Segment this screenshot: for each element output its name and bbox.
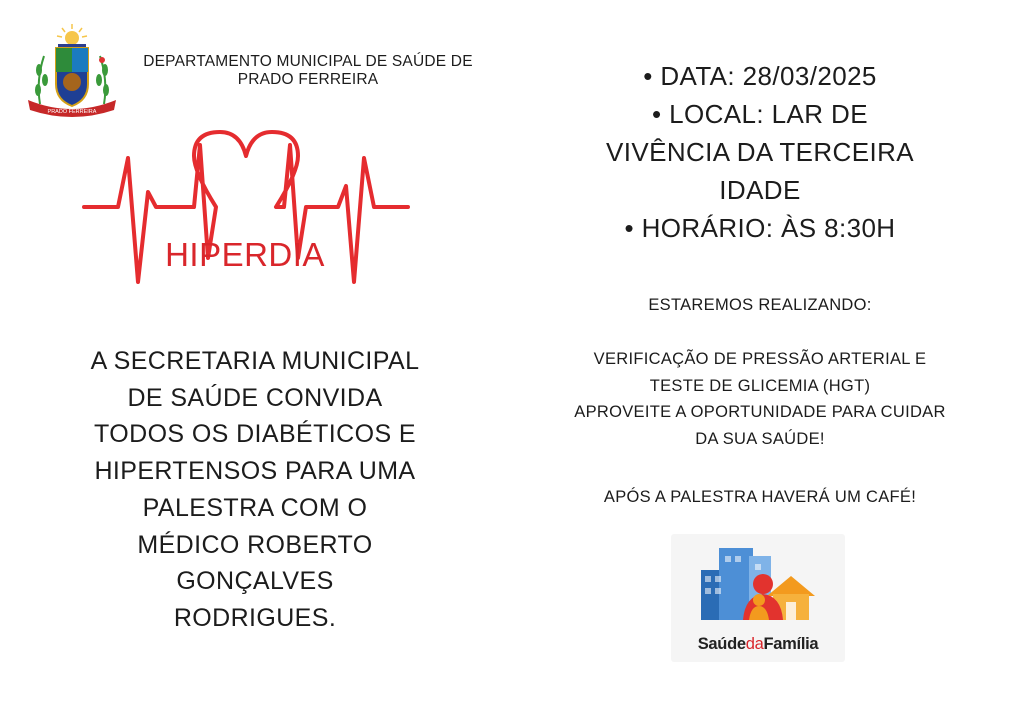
department-line-1: DEPARTAMENTO MUNICIPAL DE SAÚDE DE <box>143 53 473 70</box>
family-house-icon <box>671 534 845 634</box>
crest-ribbon-text: PRADO FERREIRA <box>47 109 97 115</box>
activities-list <box>545 346 975 452</box>
activity-line: APROVEITE A OPORTUNIDADE PARA CUIDAR <box>574 403 946 421</box>
wordmark-familia: Família <box>763 635 819 653</box>
activity-line: TESTE DE GLICEMIA (HGT) <box>649 376 871 395</box>
municipal-crest-logo <box>22 20 122 120</box>
event-details <box>590 57 930 247</box>
saude-da-familia-logo <box>671 534 845 662</box>
invitation-line: RODRIGUES. <box>173 603 337 632</box>
coffee-plant-left-icon <box>35 56 48 104</box>
department-line-2: PRADO FERREIRA <box>237 71 379 88</box>
invitation-line: MÉDICO ROBERTO <box>137 530 373 559</box>
invitation-line: HIPERTENSOS PARA UMA <box>94 457 416 486</box>
invitation-line: GONÇALVES <box>176 567 334 596</box>
activity-line: DA SUA SAÚDE! <box>695 429 825 448</box>
wordmark-saude: Saúde <box>697 635 746 653</box>
hiperdia-heartbeat-logo <box>82 120 412 290</box>
detail-location-cont: VIVÊNCIA DA TERCEIRA <box>605 137 915 167</box>
department-header <box>120 53 496 89</box>
event-title: HIPERDIA <box>165 236 325 273</box>
detail-location-cont: IDADE <box>719 175 801 205</box>
invitation-line: A SECRETARIA MUNICIPAL <box>90 347 420 375</box>
activities-heading: ESTAREMOS REALIZANDO: <box>648 296 872 314</box>
coffee-note: APÓS A PALESTRA HAVERÁ UM CAFÉ! <box>603 488 917 506</box>
invitation-line: TODOS OS DIABÉTICOS E <box>94 420 416 449</box>
detail-date: • DATA: 28/03/2025 <box>643 61 877 91</box>
invitation-line: DE SAÚDE CONVIDA <box>127 383 383 412</box>
sun-icon <box>57 24 87 45</box>
wordmark-da: da <box>745 635 764 653</box>
invitation-line: PALESTRA COM O <box>142 493 368 522</box>
detail-location: • LOCAL: LAR DE <box>652 99 868 129</box>
corn-plant-right-icon <box>96 56 109 104</box>
activity-line: VERIFICAÇÃO DE PRESSÃO ARTERIAL E <box>593 350 927 368</box>
invitation-text <box>70 343 440 637</box>
detail-time: • HORÁRIO: ÀS 8:30H <box>624 213 896 243</box>
saude-da-familia-wordmark <box>671 635 845 654</box>
